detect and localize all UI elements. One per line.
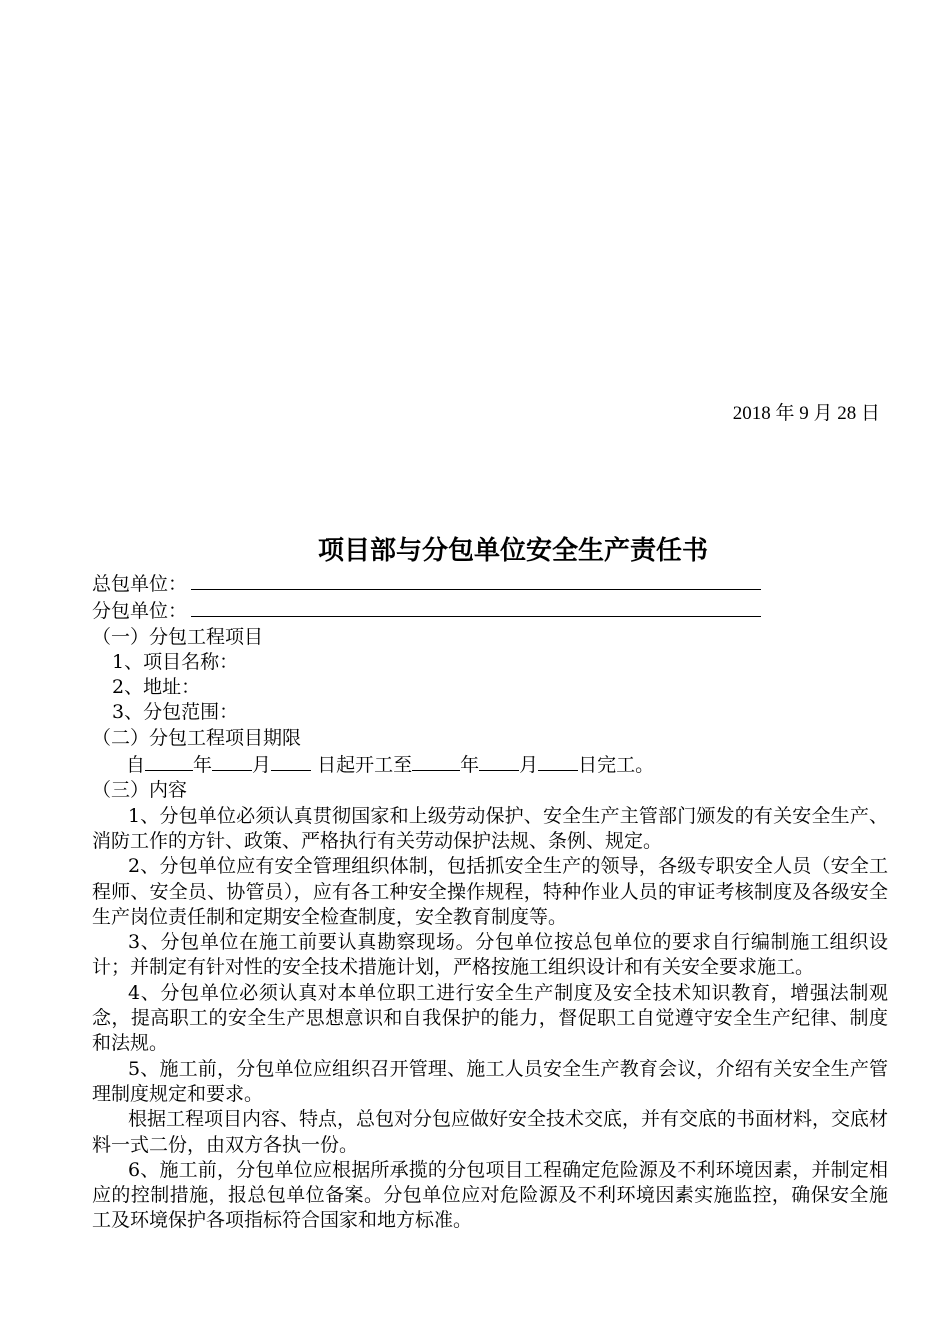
content-paragraph-1: 1、分包单位必须认真贯彻国家和上级劳动保护、安全生产主管部门颁发的有关安全生产、消防工作的方针、政策、严格执行有关劳动保护法规、条例、规定。 bbox=[92, 804, 888, 852]
content-paragraph-4: 4、分包单位必须认真对本单位职工进行安全生产制度及安全技术知识教育，增强法制观念，提高职工的安全生产思想意识和自我保护的能力，督促职工自觉遵守安全生产纪律、制度和法规。 bbox=[92, 981, 888, 1055]
content-paragraph-3: 3、分包单位在施工前要认真勘察现场。分包单位按总包单位的要求自行编制施工组织设计；并制定有针对性的安全技术措施计划，严格按施工组织设计和有关安全要求施工。 bbox=[92, 931, 888, 979]
subcontractor-line bbox=[92, 597, 888, 624]
address-item: 2、地址： bbox=[112, 676, 201, 699]
end-month-blank bbox=[479, 751, 519, 771]
general-contractor-label: 总包单位： bbox=[92, 573, 188, 595]
period-end-text: 日完工。 bbox=[578, 754, 655, 777]
general-contractor-blank bbox=[191, 570, 761, 590]
scope-item: 3、分包范围： bbox=[112, 701, 239, 724]
document-body bbox=[92, 570, 888, 1234]
period-month: 月 bbox=[252, 754, 272, 777]
period-year2: 年 bbox=[460, 754, 480, 777]
period-line bbox=[92, 751, 888, 778]
content-paragraph-6: 6、施工前，分包单位应根据所承揽的分包项目工程确定危险源及不利环境因素，并制定相应的控制措施，报总包单位备案。分包单位应对危险源及不利环境因素实施监控，确保安全施工及环境保护各项指标符合国家和地方标准。 bbox=[92, 1158, 888, 1232]
subcontractor-label: 分包单位： bbox=[92, 600, 188, 623]
period-year: 年 bbox=[193, 754, 213, 777]
start-day-blank bbox=[271, 751, 311, 771]
period-from: 自 bbox=[126, 754, 146, 777]
section3-heading: （三）内容 bbox=[92, 779, 188, 802]
section2-heading: （二）分包工程项目期限 bbox=[92, 726, 302, 749]
project-name-item: 1、项目名称： bbox=[112, 650, 239, 673]
content-paragraph-5b: 根据工程项目内容、特点，总包对分包应做好安全技术交底，并有交底的书面材料，交底材料一式二份，由双方各执一份。 bbox=[92, 1108, 889, 1156]
end-year-blank bbox=[412, 751, 460, 771]
end-day-blank bbox=[538, 751, 578, 771]
general-contractor-line bbox=[92, 570, 888, 597]
content-paragraph-5: 5、施工前，分包单位应组织召开管理、施工人员安全生产教育会议，介绍有关安全生产管理制度规定和要求。 bbox=[92, 1057, 888, 1105]
period-start-text: 日起开工至 bbox=[311, 754, 413, 777]
start-month-blank bbox=[212, 751, 252, 771]
start-year-blank bbox=[145, 751, 193, 771]
section1-heading: （一）分包工程项目 bbox=[92, 625, 264, 648]
content-paragraph-2: 2、分包单位应有安全管理组织体制，包括抓安全生产的领导，各级专职安全人员（安全工程师、安全员、协管员），应有各工种安全操作规程，特种作业人员的审证考核制度及各级安全生产岗位责任制和定期安全检查制度，安全教育制度等。 bbox=[92, 855, 888, 928]
subcontractor-blank bbox=[191, 597, 761, 617]
document-date: 2018 年 9 月 28 日 bbox=[732, 403, 880, 424]
document-title: 项目部与分包单位安全生产责任书 bbox=[317, 536, 708, 566]
period-month2: 月 bbox=[519, 754, 539, 777]
